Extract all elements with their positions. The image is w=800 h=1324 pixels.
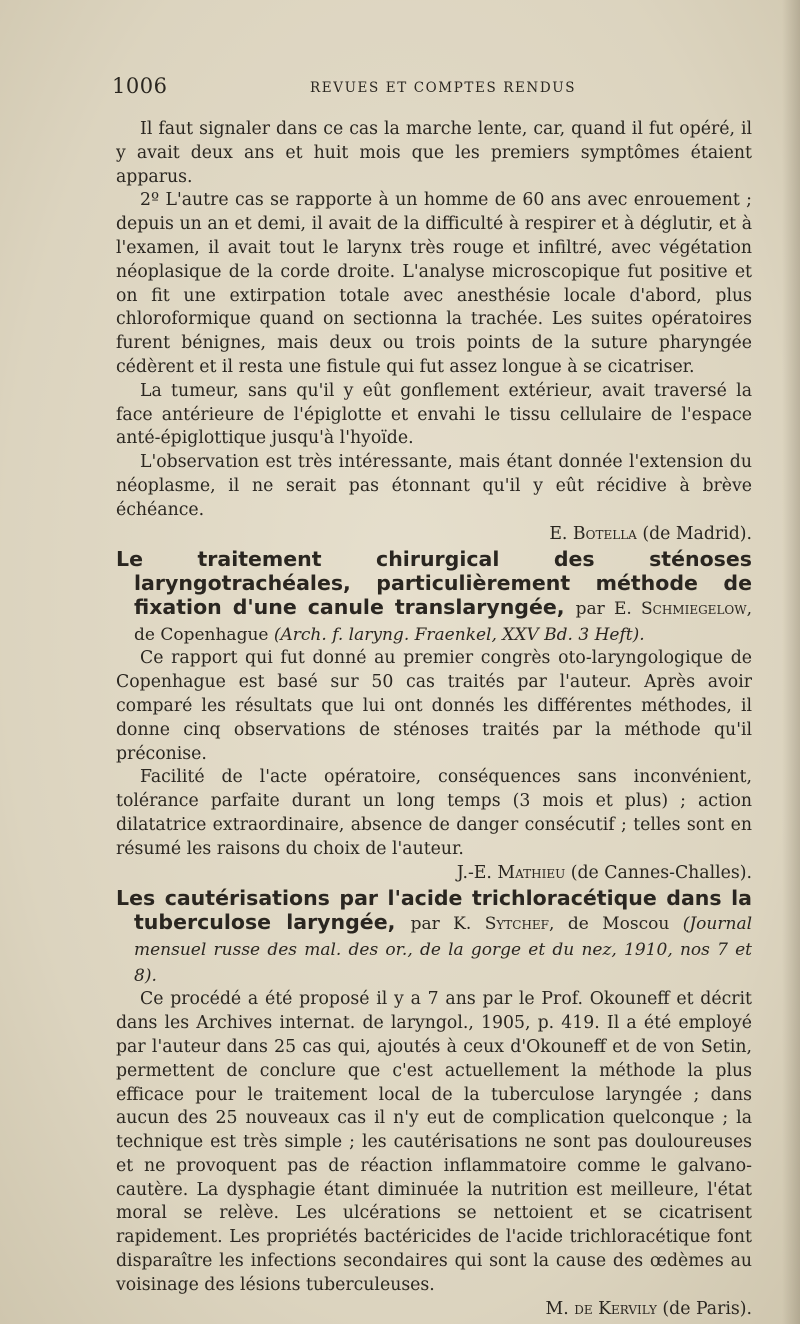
source-location: , de Copenhague [134, 599, 752, 646]
signature-initial: J.-E. [456, 862, 492, 883]
paragraph: Ce procédé a été proposé il y a 7 ans par le Prof. Okouneff et décrit dans les Archives internat. de laryngol., 1905, p. 419. Il a été employé par l'auteur dans 25 cas qui, ajoutés à ceux d'Okouneff et de von Setin, permettent de conclure que c'est actuellement la méthode la plus efficace pour le traitement local de la tuberculose laryngée ; dans aucun des 25 nouveaux cas il n'y eut de complication quelconque ; la technique est très simple ; les cautérisations ne sont pas douloureuses et ne provoquent pas de réaction inflammatoire comme le galvano-cautère. La dysphagie étant diminuée la nutrition est meilleure, l'état moral se relève. Les ulcérations se nettoient et se cicatrisent rapidement. Les propriétés bactéricides de l'acide trichloracétique font disparaître les infections secondaires qui sont la cause des œdèmes au voisinage des lésions tuberculeuses. [116, 989, 752, 1295]
article-title-text: Le traitement chirurgical des sténoses laryngotrachéales, particulièrement méthode de fixation d'une canule translaryngée, [116, 547, 752, 620]
article-title [116, 547, 752, 647]
signature-place: (de Cannes-Challes). [570, 862, 752, 883]
source-author: Sytchef [484, 914, 550, 935]
source-citation: (Arch. f. laryng. Fraenkel, XXV Bd. 3 Heft). [273, 625, 645, 646]
page-edge-shadow [782, 0, 800, 1324]
signature-initial: E. [549, 523, 568, 544]
article-title-text: Les cautérisations par l'acide trichloracétique dans la tuberculose laryngée, [116, 886, 752, 935]
source-location: , de Moscou [549, 914, 670, 935]
signature-place: (de Paris). [662, 1298, 752, 1319]
signature [116, 862, 752, 886]
signature-name: Botella [572, 523, 637, 544]
signature [116, 1298, 752, 1322]
running-head: REVUES ET COMPTES RENDUS [310, 80, 577, 96]
source-by: par E. [575, 599, 632, 620]
paragraph: La tumeur, sans qu'il y eût gonflement extérieur, avait traversé la face antérieure de l'épiglotte et envahi le tissu cellulaire de l'espace anté-épiglottique jusqu'à l'hyoïde. [116, 380, 752, 449]
source-by: par K. [410, 914, 472, 935]
paragraph: Facilité de l'acte opératoire, conséquences sans inconvénient, tolérance parfaite durant un long temps (3 mois et plus) ; action dilatatrice extraordinaire, absence de danger consécutif ; telles sont en résumé les raisons du choix de l'auteur. [116, 767, 752, 859]
article-title [116, 886, 752, 988]
signature-name: de Kervily [574, 1298, 657, 1319]
signature [116, 523, 752, 547]
signature-initial: M. [545, 1298, 569, 1319]
source-author: Schmiegelow [641, 599, 747, 620]
paragraph: 2º L'autre cas se rapporte à un homme de 60 ans avec enrouement ; depuis un an et demi, il avait de la difficulté à respirer et à déglutir, et à l'examen, il avait tout le larynx très rouge et infiltré, avec végétation néoplasique de la corde droite. L'analyse microscopique fut positive et on fit une extirpation totale avec anesthésie locale d'abord, plus chloroformique quand on sectionna la trachée. Les suites opératoires furent bénignes, mais deux ou trois points de la suture pharyngée cédèrent et il resta une fistule qui fut assez longue à se cicatriser. [116, 190, 752, 377]
page-body [116, 118, 752, 1321]
paragraph: Il faut signaler dans ce cas la marche lente, car, quand il fut opéré, il y avait deux ans et huit mois que les premiers symptômes étaient apparus. [116, 119, 752, 187]
paragraph: L'observation est très intéressante, mais étant donnée l'extension du néoplasme, il ne serait pas étonnant qu'il y eût récidive à brève échéance. [116, 452, 752, 520]
page-header [112, 74, 752, 104]
paragraph: Ce rapport qui fut donné au premier congrès oto-laryngologique de Copenhague est basé sur 50 cas traités par l'auteur. Après avoir comparé les résultats que lui ont donnés les différentes méthodes, il donne cinq observations de sténoses traités par la méthode qu'il préconise. [116, 648, 752, 764]
signature-place: (de Madrid). [642, 523, 752, 544]
source-citation: (Journal mensuel russe des mal. des or., de la gorge et du nez, 1910, nos 7 et 8). [134, 914, 753, 987]
signature-name: Mathieu [497, 862, 566, 883]
page-number: 1006 [112, 74, 168, 98]
